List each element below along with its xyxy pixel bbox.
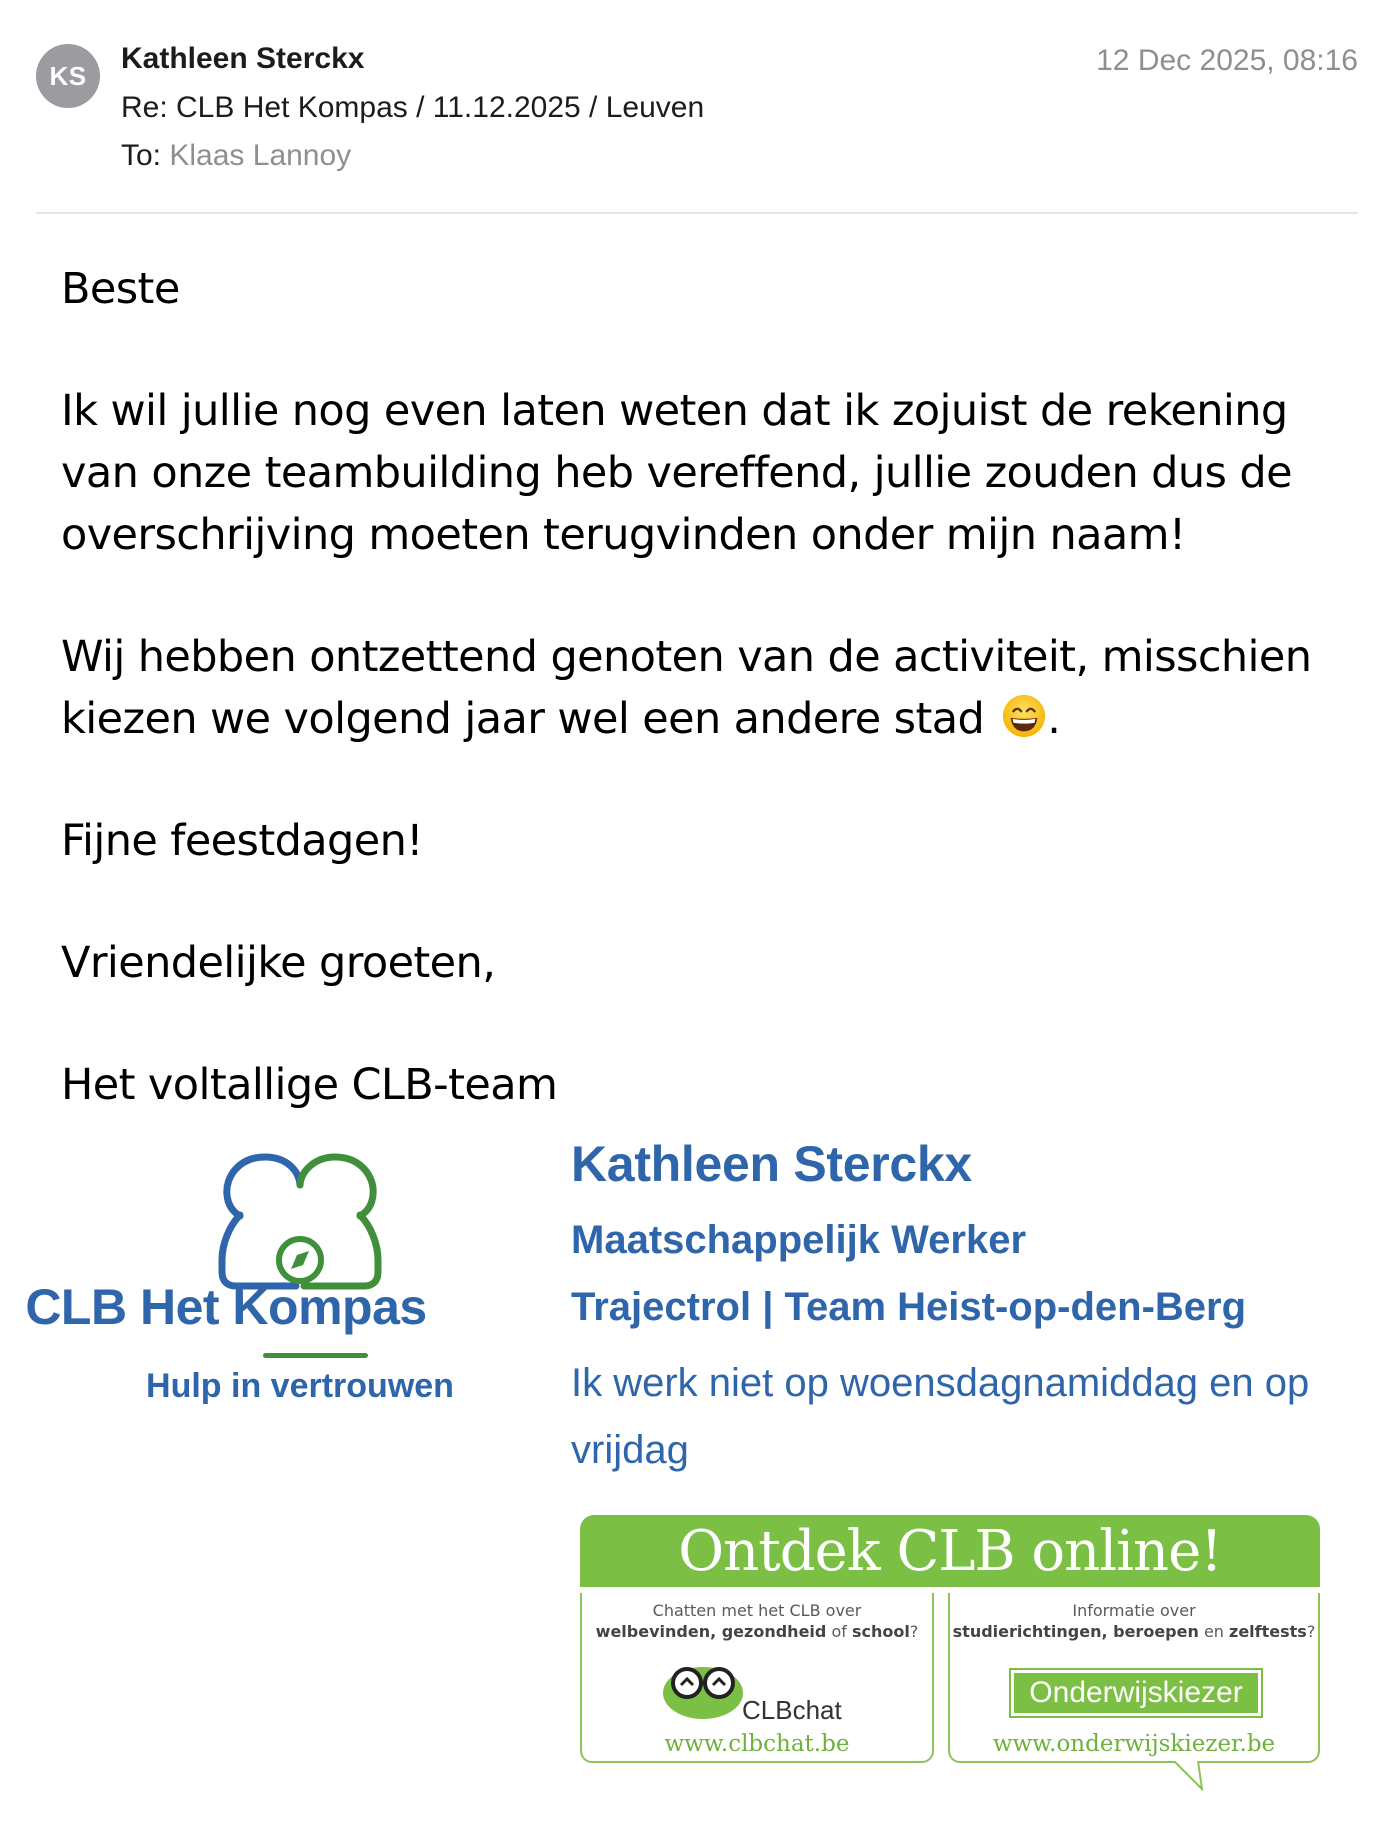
signature-name: Kathleen Sterckx [571, 1136, 972, 1192]
header-divider [36, 212, 1358, 214]
body-text-end: . [1047, 694, 1061, 744]
sender-name[interactable]: Kathleen Sterckx [121, 42, 365, 75]
body-paragraph: Fijne feestdagen! [61, 816, 423, 866]
clbchat-brand: CLBchat [742, 1695, 842, 1725]
logo-organisation-name: CLB Het Kompas [25, 1279, 427, 1335]
recipient-name[interactable]: Klaas Lannoy [169, 139, 352, 172]
signature-team: Trajectrol | Team Heist-op-den-Berg [571, 1285, 1247, 1329]
onderwijskiezer-topics-line: studierichtingen, beroepen en zelftests? [952, 1622, 1316, 1641]
banner-title: Ontdek CLB online! [580, 1515, 1320, 1587]
email-body [61, 258, 1361, 1176]
onderwijskiezer-intro-line: Informatie over [1072, 1601, 1196, 1620]
onderwijskiezer-badge: Onderwijskiezer [1011, 1670, 1261, 1716]
logo-underline [263, 1353, 368, 1358]
sign-off: Het voltallige CLB-team [61, 1060, 558, 1110]
to-label: To: [121, 139, 162, 172]
onderwijskiezer-url-link[interactable]: www.onderwijskiezer.be [992, 1731, 1276, 1757]
recipient-line [121, 139, 351, 173]
clbchat-intro-line: Chatten met het CLB over [652, 1601, 862, 1620]
clbchat-mascot-icon [660, 1657, 746, 1721]
onderwijskiezer-panel[interactable] [948, 1593, 1320, 1763]
sender-avatar: KS [36, 44, 100, 108]
greeting: Beste [61, 264, 180, 314]
signature-role: Maatschappelijk Werker [571, 1218, 1027, 1262]
clb-online-banner[interactable] [580, 1515, 1320, 1795]
closing: Vriendelijke groeten, [61, 938, 496, 988]
email-date: 12 Dec 2025, 08:16 [1096, 44, 1358, 77]
speech-tail-icon [1172, 1761, 1212, 1791]
logo-tagline: Hulp in vertrouwen [146, 1367, 454, 1405]
grinning-face-emoji-icon [1001, 693, 1047, 739]
clbchat-panel[interactable] [580, 1593, 934, 1763]
body-paragraph [61, 626, 1361, 750]
signature-availability-note: Ik werk niet op woensdagnamiddag en op vrijdag [571, 1361, 1310, 1472]
body-paragraph: Ik wil jullie nog even laten weten dat ik zojuist de rekening van onze teambuilding heb vereffend, jullie zouden dus de overschrijving moeten terugvinden onder mijn naam! [61, 386, 1292, 560]
clbchat-topics-line: welbevinden, gezondheid of school? [595, 1622, 919, 1641]
body-text: Wij hebben ontzettend genoten van de activiteit, misschien kiezen we volgend jaar wel een andere stad [61, 632, 1312, 744]
email-subject: Re: CLB Het Kompas / 11.12.2025 / Leuven [121, 91, 705, 124]
clbchat-url-link[interactable]: www.clbchat.be [664, 1731, 850, 1757]
